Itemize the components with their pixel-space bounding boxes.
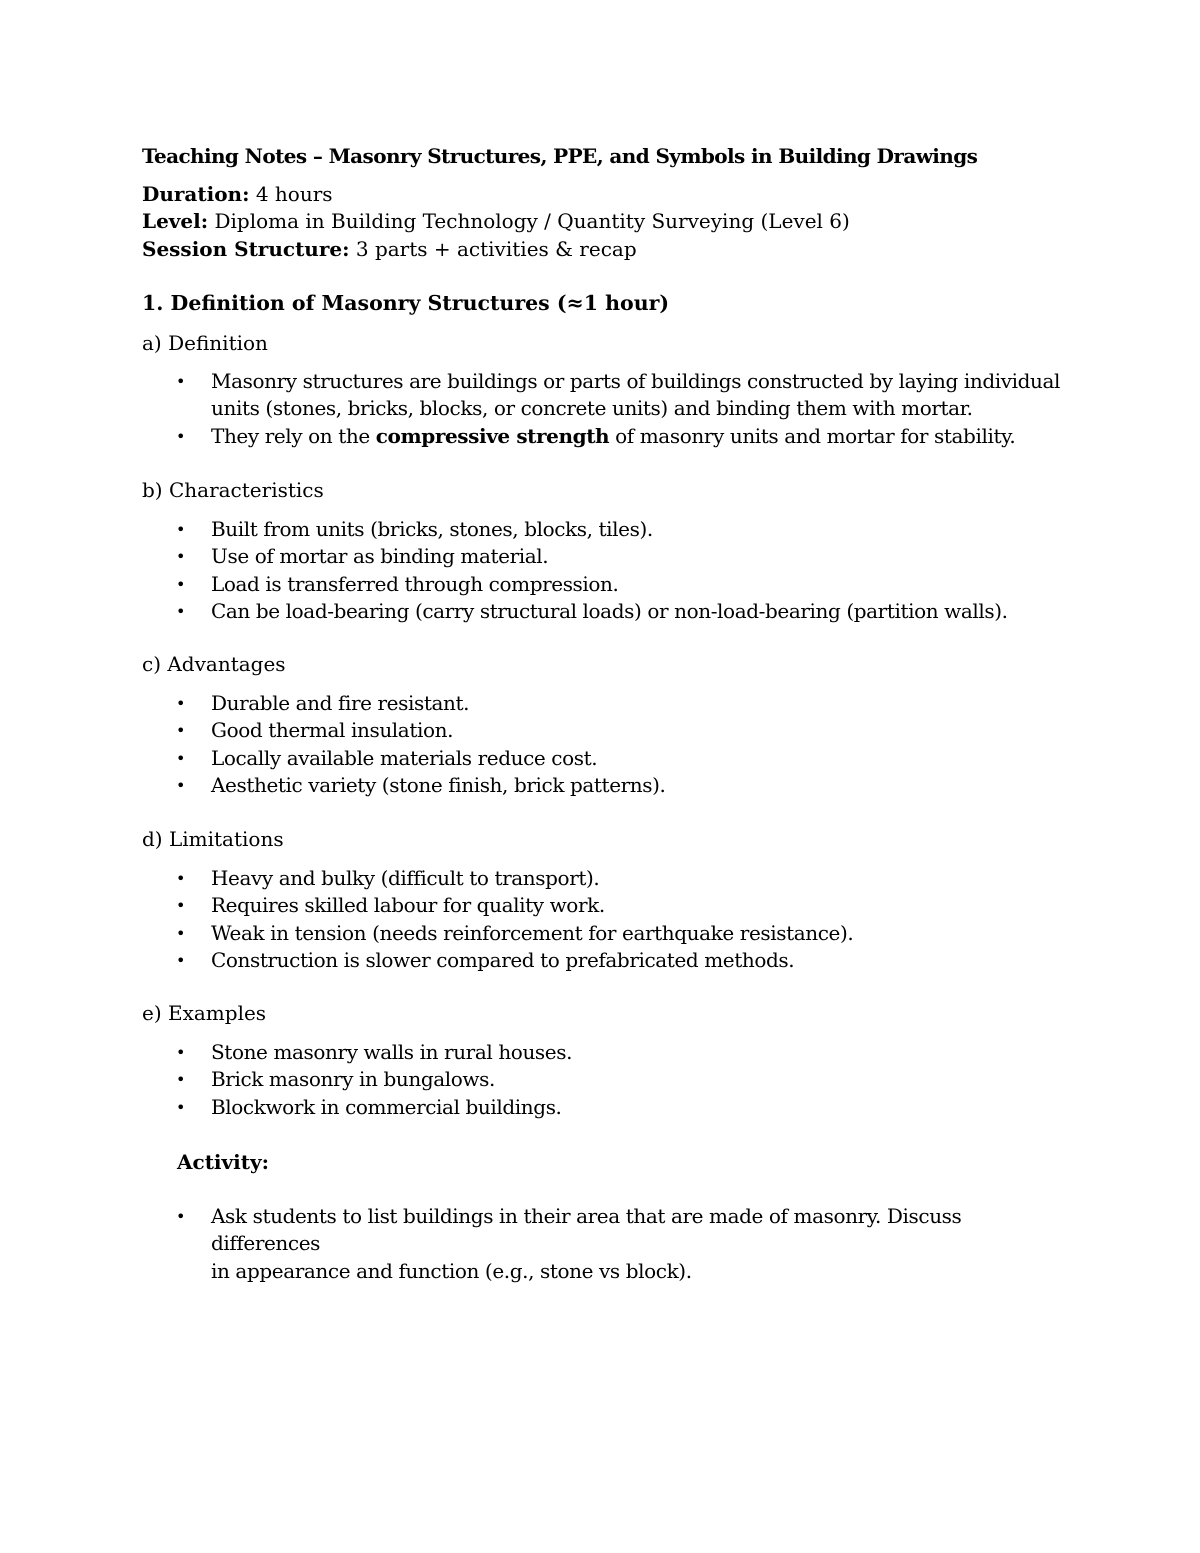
duration-line	[142, 181, 333, 208]
bullet-icon: •	[176, 950, 186, 970]
list-item	[142, 772, 1062, 799]
session-structure-label: Session Structure:	[142, 237, 350, 261]
list-item	[142, 745, 1062, 772]
list-item-text: Stone masonry walls in rural houses.	[211, 1040, 573, 1064]
list-item	[142, 571, 1062, 598]
list-item-text: Built from units (bricks, stones, blocks, tiles).	[211, 517, 653, 541]
examples-label: e) Examples	[142, 1001, 267, 1025]
bullet-icon: •	[176, 896, 186, 916]
bullet-icon: •	[176, 1043, 186, 1062]
activity-item-line-2: in appearance and function (e.g., stone vs block).	[211, 1258, 692, 1283]
list-item-text: Heavy and bulky (difficult to transport).	[211, 866, 600, 890]
bullet-icon: •	[176, 1070, 186, 1090]
bullet-icon: •	[176, 923, 186, 943]
list-item-text: Brick masonry in bungalows.	[211, 1067, 495, 1092]
list-item	[142, 892, 1062, 919]
list-item	[142, 947, 1062, 974]
list-item	[142, 368, 1062, 423]
section-heading: 1. Definition of Masonry Structures (≈1 hour)	[142, 291, 670, 315]
list-item-text: Weak in tension (needs reinforcement for earthquake resistance).	[211, 920, 854, 945]
limitations-list	[142, 865, 1062, 974]
list-item-text: Construction is slower compared to prefabricated methods.	[211, 947, 795, 972]
list-item-text: Good thermal insulation.	[211, 718, 454, 743]
bullet-icon: •	[176, 601, 186, 621]
session-structure-value: 3 parts + activities & recap	[349, 237, 637, 261]
list-item-text: Durable and fire resistant.	[211, 691, 470, 715]
bullet-icon: •	[176, 721, 186, 741]
level-label: Level:	[142, 209, 209, 233]
list-item	[142, 543, 1062, 570]
list-item	[142, 920, 1062, 947]
bullet-icon: •	[176, 520, 186, 539]
characteristics-list	[142, 516, 1062, 625]
list-item	[142, 1203, 1062, 1285]
list-item	[142, 516, 1062, 543]
definition-item-2-bold: compressive strength	[375, 423, 610, 448]
list-item-text: Aesthetic variety (stone finish, brick patterns).	[211, 772, 666, 797]
list-item-text: Requires skilled labour for quality work.	[211, 893, 605, 918]
activity-item-line-1: Ask students to list buildings in their area that are made of masonry. Discuss differences	[211, 1204, 962, 1256]
list-item-text: Can be load-bearing (carry structural loads) or non-load-bearing (partition walls).	[211, 598, 1008, 623]
activity-list	[142, 1203, 1062, 1285]
bullet-icon: •	[176, 869, 186, 888]
list-item	[142, 1094, 1062, 1121]
duration-label: Duration:	[142, 182, 250, 206]
examples-list	[142, 1039, 1062, 1121]
list-item-text: Locally available materials reduce cost.	[211, 745, 598, 770]
list-item	[142, 1039, 1062, 1066]
list-item	[142, 598, 1062, 625]
definition-label: a) Definition	[142, 331, 268, 355]
level-line	[142, 208, 850, 235]
bullet-icon: •	[176, 547, 186, 567]
list-item-text: Load is transferred through compression.	[211, 571, 619, 596]
limitations-label: d) Limitations	[142, 827, 284, 851]
characteristics-label: b) Characteristics	[142, 478, 324, 502]
bullet-icon: •	[176, 775, 186, 795]
list-item-text: Blockwork in commercial buildings.	[211, 1094, 562, 1119]
bullet-icon: •	[176, 1097, 186, 1117]
definition-item-2-post: of masonry units and mortar for stability.	[609, 423, 1016, 448]
activity-label: Activity:	[177, 1150, 269, 1174]
list-item-text: Use of mortar as binding material.	[211, 544, 549, 569]
document-title: Teaching Notes – Masonry Structures, PPE, and Symbols in Building Drawings	[142, 144, 978, 168]
bullet-icon: •	[176, 372, 186, 391]
list-item	[142, 690, 1062, 717]
definition-list	[142, 368, 1062, 450]
bullet-icon: •	[176, 1207, 186, 1226]
definition-item-2-pre: They rely on the	[211, 423, 376, 448]
advantages-label: c) Advantages	[142, 652, 286, 676]
duration-value: 4 hours	[249, 182, 333, 206]
level-value: Diploma in Building Technology / Quantity Surveying (Level 6)	[208, 209, 850, 233]
list-item	[142, 717, 1062, 744]
bullet-icon: •	[176, 694, 186, 713]
advantages-list	[142, 690, 1062, 799]
bullet-icon: •	[176, 426, 186, 446]
definition-item-1-line-1: Masonry structures are buildings or parts of buildings constructed by laying individual	[211, 369, 1061, 393]
bullet-icon: •	[176, 748, 186, 768]
session-structure-line	[142, 236, 637, 263]
list-item	[142, 1066, 1062, 1093]
list-item	[142, 865, 1062, 892]
bullet-icon: •	[176, 574, 186, 594]
list-item	[142, 423, 1062, 450]
definition-item-1-line-2: units (stones, bricks, blocks, or concrete units) and binding them with mortar.	[211, 396, 973, 421]
